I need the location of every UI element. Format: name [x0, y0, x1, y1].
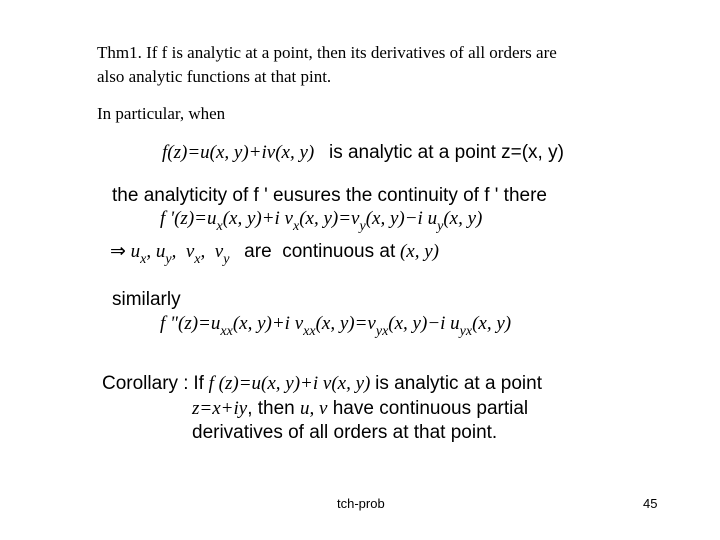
analyticity-statement: the analyticity of f ' eusures the continuity of f ' there: [112, 185, 547, 206]
corollary-line-3: derivatives of all orders at that point.: [192, 422, 498, 443]
analytic-at-point-text: is analytic at a point z=(x, y): [328, 142, 564, 163]
theorem-line-1: Thm1. If f is analytic at a point, then its derivatives of all orders are: [97, 43, 557, 62]
corollary-label: Corollary :: [102, 373, 189, 394]
in-particular-text: In particular, when: [97, 104, 226, 123]
corollary-line-2: z=x+iy, then u, v have continuous partial: [192, 398, 529, 419]
second-derivative-equation: f "$(z)=u_{xx}(x$, y)+i $v_{xx}(x$, $y)=v_{yx}(x$, y)−i $u_{yx}(x$, y): [160, 313, 512, 339]
corollary-line-1: Corollary : If f (z)=u(x, y)+i v(x, y) is analytic at a point: [102, 373, 542, 394]
theorem-line-2: also analytic functions at that pint.: [97, 67, 332, 86]
continuity-implication: ⇒ $u_x$, $u_y$, $v_x$, $v_y$ are continuous at (x, y): [110, 241, 439, 267]
footer-center-text: tch-prob: [337, 496, 385, 511]
f-equals-u-plus-iv-formula: f(z)=u(x, y)+iv(x, y): [162, 142, 315, 163]
first-derivative-equation: f '$(z)=u_x(x$, y)+i $v_x(x$, $y)=v_y(x$, y)−i $u_y(x$, y): [160, 208, 483, 234]
page-number: 45: [643, 496, 658, 511]
similarly-label: similarly: [112, 289, 181, 310]
analytic-condition-line: [162, 142, 564, 164]
